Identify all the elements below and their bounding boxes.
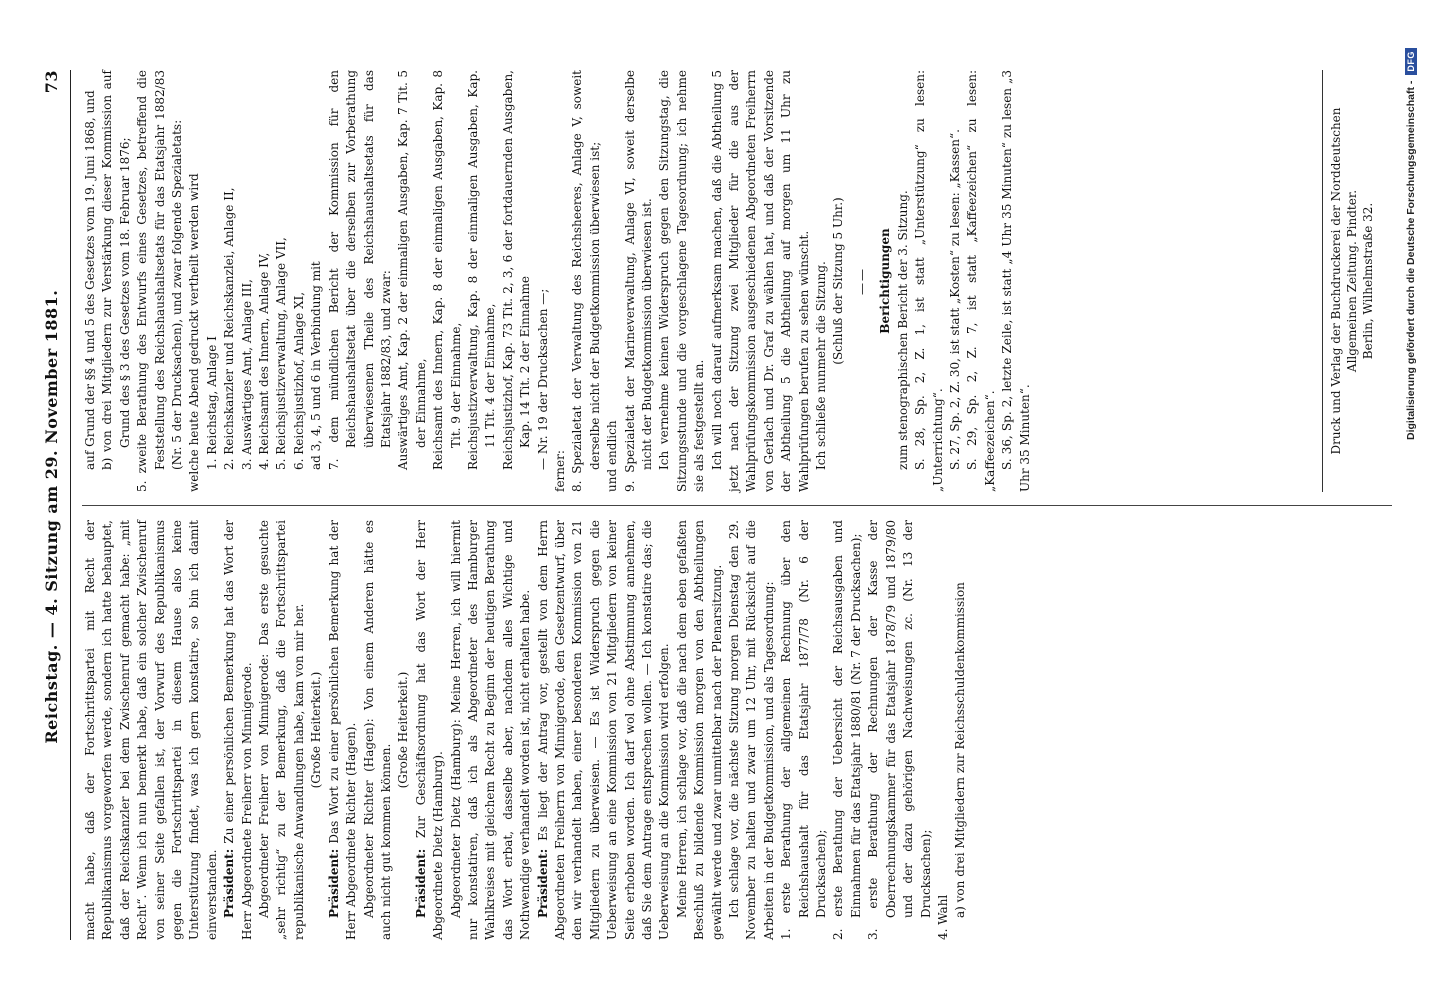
paragraph-text: und endlich [605, 420, 620, 492]
paragraph [448, 520, 535, 940]
paragraph [308, 520, 325, 940]
paragraph [947, 70, 964, 492]
paragraph [778, 520, 830, 940]
paragraph-text: S. 29, Sp. 2, Z. 7, ist statt „Kaffeezeichen“ zu lesen: „Kaffeezeichen“. [965, 70, 997, 492]
paragraph [291, 70, 308, 492]
paragraph-text: macht habe, daß der Fortschrittspartei mit Recht der Republikanismus vorgeworfen werde, sondern ich hatte behauptet, daß der Reichskanzler bei dem Zwischenruf gemacht habe: „mit Recht“. Wenn ich nun bemerkt habe, daß ein solcher Zwischenruf von seiner Seite gefallen ist, der Vorwurf des Republikanismus gegen die Fortschrittspartei in diesem Hause also keine Unterstützung findet, was ich gern konstatire, so bin ich damit einverstanden. [83, 520, 219, 940]
footer-rule [1322, 70, 1323, 492]
paragraph-text: S. 27, Sp. 2, Z. 30, ist statt „Kosten“ zu lesen: „Kassen“. [947, 129, 962, 470]
paragraph-text: (Große Heiterkeit.) [309, 671, 324, 789]
paragraph-text: Ich vernehme keinen Widerspruch gegen den Sitzungstag, die Sitzungsstunde und die vorgeschlagene Tagesordnung; ich nehme sie als festgestellt an. [657, 70, 707, 492]
paragraph [726, 520, 778, 940]
paragraph [830, 520, 865, 940]
paragraph-text: Reichsjustizverwaltung, Kap. 8 der einmaligen Ausgaben, Kap. 11 Tit. 4 der Einnahme, [465, 70, 498, 470]
paragraph-text: Abgeordneter Dietz (Hamburg): Meine Herren, ich will hiermit nur konstatiren, daß ich als Abgeordneter des Hamburger Wahlkreises mit gleichem Recht zu Beginn der heutigen Berathung das Wort erbat, dasselbe aber, nachdem alles Wichtige und Nothwendige verhandelt worden ist, nicht erhalten habe. [448, 520, 533, 940]
paragraph [912, 70, 947, 492]
paragraph [535, 520, 674, 940]
column-divider [82, 505, 1392, 506]
paragraph-text: 9. Spezialetat der Marineverwaltung, Anlage VI, soweit derselbe nicht der Budgetkommission überwiesen ist. [622, 70, 654, 492]
imprint-line: Berlin, Wilhelmstraße 32. [1361, 202, 1375, 360]
paragraph-text: S. 36, Sp. 2, letzte Zeile, ist statt „4 Uhr 35 Minuten“ zu lesen „3 Uhr 35 Minuten“. [1000, 70, 1032, 492]
digitization-text: Digitalisierung gefördert durch die Deutsche Forschungsgemeinschaft - [1405, 80, 1417, 440]
paragraph [430, 70, 465, 492]
paragraph [326, 70, 396, 492]
imprint [1328, 70, 1376, 492]
paragraph-text: Ich will noch darauf aufmerksam machen, daß die Abtheilung 5 jetzt nach der Sitzung zwei Mitglieder für die aus der Wahlprüfungskommission ausgeschiedenen Abgeordneten Freiherrn von Gerlach und Dr. Graf zu wählen hat, und daß der Vorsitzende der Abtheilung 5 die Abtheilung auf morgen um 11 Uhr zu Wahlprüfungen berufen zu sehen wünscht. [709, 70, 811, 492]
paragraph-text: (Große Heiterkeit.) [396, 671, 411, 789]
paragraph-text: Abgeordneter Freiherr von Minnigerode: Das erste gesuchte „sehr richtig“ zu der Bemerkung, daß die Fortschrittspartei republikanische Anwandlungen habe, kam von mir her. [257, 520, 306, 940]
paragraph [854, 70, 871, 492]
paragraph [552, 70, 569, 492]
paragraph-text: ad 3, 4, 5 und 6 in Verbindung mit [309, 261, 324, 470]
speaker-label: Präsident: [222, 848, 237, 918]
paragraph-text: 2. erste Berathung der Uebersicht der Reichsausgaben und Einnahmen für das Etatsjahr 1880/81 (Nr. 7 der Drucksachen); [831, 520, 863, 940]
paragraph-text: (Schluß der Sitzung 5 Uhr.) [831, 197, 846, 365]
paragraph-text: 1. Reichstag, Anlage I [204, 336, 219, 470]
paragraph-text: Zu einer persönlichen Bemerkung hat das Wort der Herr Abgeordnete Freiherr von Minnigerode. [222, 520, 254, 940]
paragraph [221, 70, 238, 492]
paragraph [308, 70, 325, 492]
paragraph [952, 520, 969, 940]
paragraph [99, 70, 134, 492]
paragraph-text: 7. dem mündlichen Bericht der Kommission für den Reichshaushaltsetat über die derselben zur Vorberathung überwiesenen Theile des Reichshaushaltsetats für das Etatsjahr 1882/83, und zwar: [326, 70, 393, 470]
paragraph [239, 70, 256, 492]
paragraph-text: 4. Wahl [935, 894, 950, 940]
paragraph [877, 70, 894, 492]
left-column [82, 520, 970, 940]
paragraph [326, 520, 361, 940]
paragraph-text: 3. Auswärtiges Amt, Anlage III, [239, 279, 254, 470]
paragraph [500, 70, 535, 492]
paragraph [569, 70, 604, 492]
paragraph [395, 520, 412, 940]
paragraph-text: 5. Reichsjustizverwaltung, Anlage VII, [274, 237, 289, 470]
paragraph [830, 70, 847, 492]
paragraph-text: S. 28, Sp. 2, Z. 1, ist statt „Unterstützung“ zu lesen: „Unterrichtung“. [913, 70, 945, 492]
dfg-logo: DFG [1405, 48, 1417, 75]
paragraph-text: Zur Geschäftsordnung hat das Wort der Herr Abgeordnete Dietz (Hamburg). [413, 520, 446, 940]
paragraph-text: 1. erste Berathung der allgemeinen Rechnung über den Reichshaushalt für das Etatsjahr 1877/78 (Nr. 6 der Drucksachen); [779, 520, 829, 940]
paragraph-text: Reichsamt des Innern, Kap. 8 der einmaligen Ausgaben, Kap. 8 Tit. 9 der Einnahme, [431, 70, 463, 470]
paragraph [273, 70, 290, 492]
paragraph [865, 520, 935, 940]
paragraph-text: Abgeordneter Richter (Hagen): Von einem Anderen hätte es auch nicht gut kommen können. [361, 520, 393, 940]
paragraph [709, 70, 813, 492]
paragraph [935, 520, 952, 940]
paragraph [622, 70, 657, 492]
speaker-label: Präsident: [413, 848, 428, 918]
paragraph-text: Reichsjustizhof, Kap. 73 Tit. 2, 3, 6 der fortdauernden Ausgaben, Kap. 14 Tit. 2 der Einnahme [500, 70, 533, 470]
paragraph-text: Ich schlage vor, die nächste Sitzung morgen Dienstag den 29. November zu halten und zwar um 12 Uhr, mit Rücksicht auf die Arbeiten in der Budgetkommission, und als Tagesordnung: [727, 520, 776, 940]
right-column [82, 70, 1034, 492]
paragraph-text: zum stenographischen Bericht der 3. Sitzung. [895, 190, 910, 470]
paragraph-text: b) von drei Mitgliedern zur Verstärkung dieser Kommission auf Grund des § 3 des Gesetzes vom 18. Februar 1876; [100, 70, 132, 470]
paragraph [656, 70, 708, 492]
paragraph-text: Das Wort zu einer persönlichen Bemerkung hat der Herr Abgeordnete Richter (Hagen). [326, 520, 359, 940]
paragraph [186, 70, 203, 492]
paragraph [895, 70, 912, 492]
paragraph-text: Auswärtiges Amt, Kap. 2 der einmaligen Ausgaben, Kap. 7 Tit. 5 der Einnahme, [396, 70, 428, 470]
speaker-label: Präsident: [535, 848, 550, 918]
paragraph-text: Meine Herren, ich schlage vor, daß die nach dem eben gefaßten Beschluß zu bildende Kommission morgen von den Abtheilungen gewählt werde und zwar unmittelbar nach der Plenarsitzung. [674, 520, 724, 940]
imprint-line: Druck und Verlag der Buchdruckerei der Norddeutschen Allgemeinen Zeitung. Pindter. [1329, 107, 1359, 455]
paragraph-text: 5. zweite Berathung des Entwurfs eines Gesetzes, betreffend die Feststellung des Reichshaushaltsetats für das Etatsjahr 1882/83 (Nr. 5 der Drucksachen), und zwar folgende Spezialetats: [135, 70, 185, 492]
paragraph-text: 8. Spezialetat der Verwaltung des Reichsheeres, Anlage V, soweit derselbe nicht der Budgetkommission überwiesen ist; [570, 70, 602, 492]
paragraph [395, 70, 430, 492]
paragraph [361, 520, 396, 940]
paragraph-text: 6. Reichsjustizhof, Anlage XI, [291, 291, 306, 470]
paragraph-text: 4. Reichsamt des Innern, Anlage IV, [257, 252, 272, 470]
paragraph-text: 2. Reichskanzler und Reichskanzlei, Anlage II, [222, 187, 237, 470]
paragraph-text: ferner: [552, 450, 567, 492]
running-title: Reichstag. — 4. Sitzung am 29. November 1881. [42, 289, 61, 744]
paragraph [604, 70, 621, 492]
paragraph-text: a) von drei Mitgliedern zur Reichsschuldenkommission [953, 582, 968, 918]
page-header [42, 70, 66, 940]
paragraph [82, 520, 221, 940]
paragraph [256, 70, 273, 492]
header-rule [70, 70, 71, 940]
paragraph [964, 70, 999, 492]
paragraph [413, 520, 448, 940]
paragraph [134, 70, 186, 492]
paragraph [999, 70, 1034, 492]
paragraph-text: Berichtigungen [878, 228, 893, 334]
paragraph-text: Es liegt der Antrag vor, gestellt von dem Herrn Abgeordneten Freiherrn von Minnigerode, den Gesetzentwurf, über den wir verhandelt haben, einer besonderen Kommission von 21 Mitgliedern zu überweisen. — Es ist Widerspruch gegen die Ueberweisung an eine Kommission von 21 Mitgliedern von keiner Seite erhoben worden. Ich darf wol ohne Abstimmung annehmen, daß Sie dem Antrage entsprechen wollen. — Ich konstatire das; die Ueberweisung an die Kommission wird erfolgen. [535, 520, 672, 940]
paragraph-text: —— [854, 267, 869, 295]
paragraph [465, 70, 500, 492]
digitization-notice [1405, 48, 1417, 440]
paragraph-text: welche heute Abend gedruckt vertheilt werden wird [187, 173, 202, 492]
paragraph [82, 70, 99, 492]
speaker-label: Präsident: [326, 848, 341, 918]
paragraph-text: auf Grund der §§ 4 und 5 des Gesetzes vom 19. Juni 1868, und [83, 90, 97, 470]
paragraph-text: Ich schließe nunmehr die Sitzung. [814, 261, 829, 470]
paragraph [256, 520, 308, 940]
paragraph [674, 520, 726, 940]
paragraph [221, 520, 256, 940]
paragraph-text: 3. erste Berathung der Rechnungen der Kasse der Oberrechnungskammer für das Etatsjahr 1878/79 und 1879/80 und der dazu gehörigen Nachweisungen zc. (Nr. 13 der Drucksachen); [866, 520, 933, 940]
paragraph [813, 70, 830, 492]
paragraph-text: — Nr. 19 der Drucksachen —; [535, 288, 550, 470]
paragraph [535, 70, 552, 492]
paragraph [204, 70, 221, 492]
page-number: 73 [42, 70, 61, 94]
